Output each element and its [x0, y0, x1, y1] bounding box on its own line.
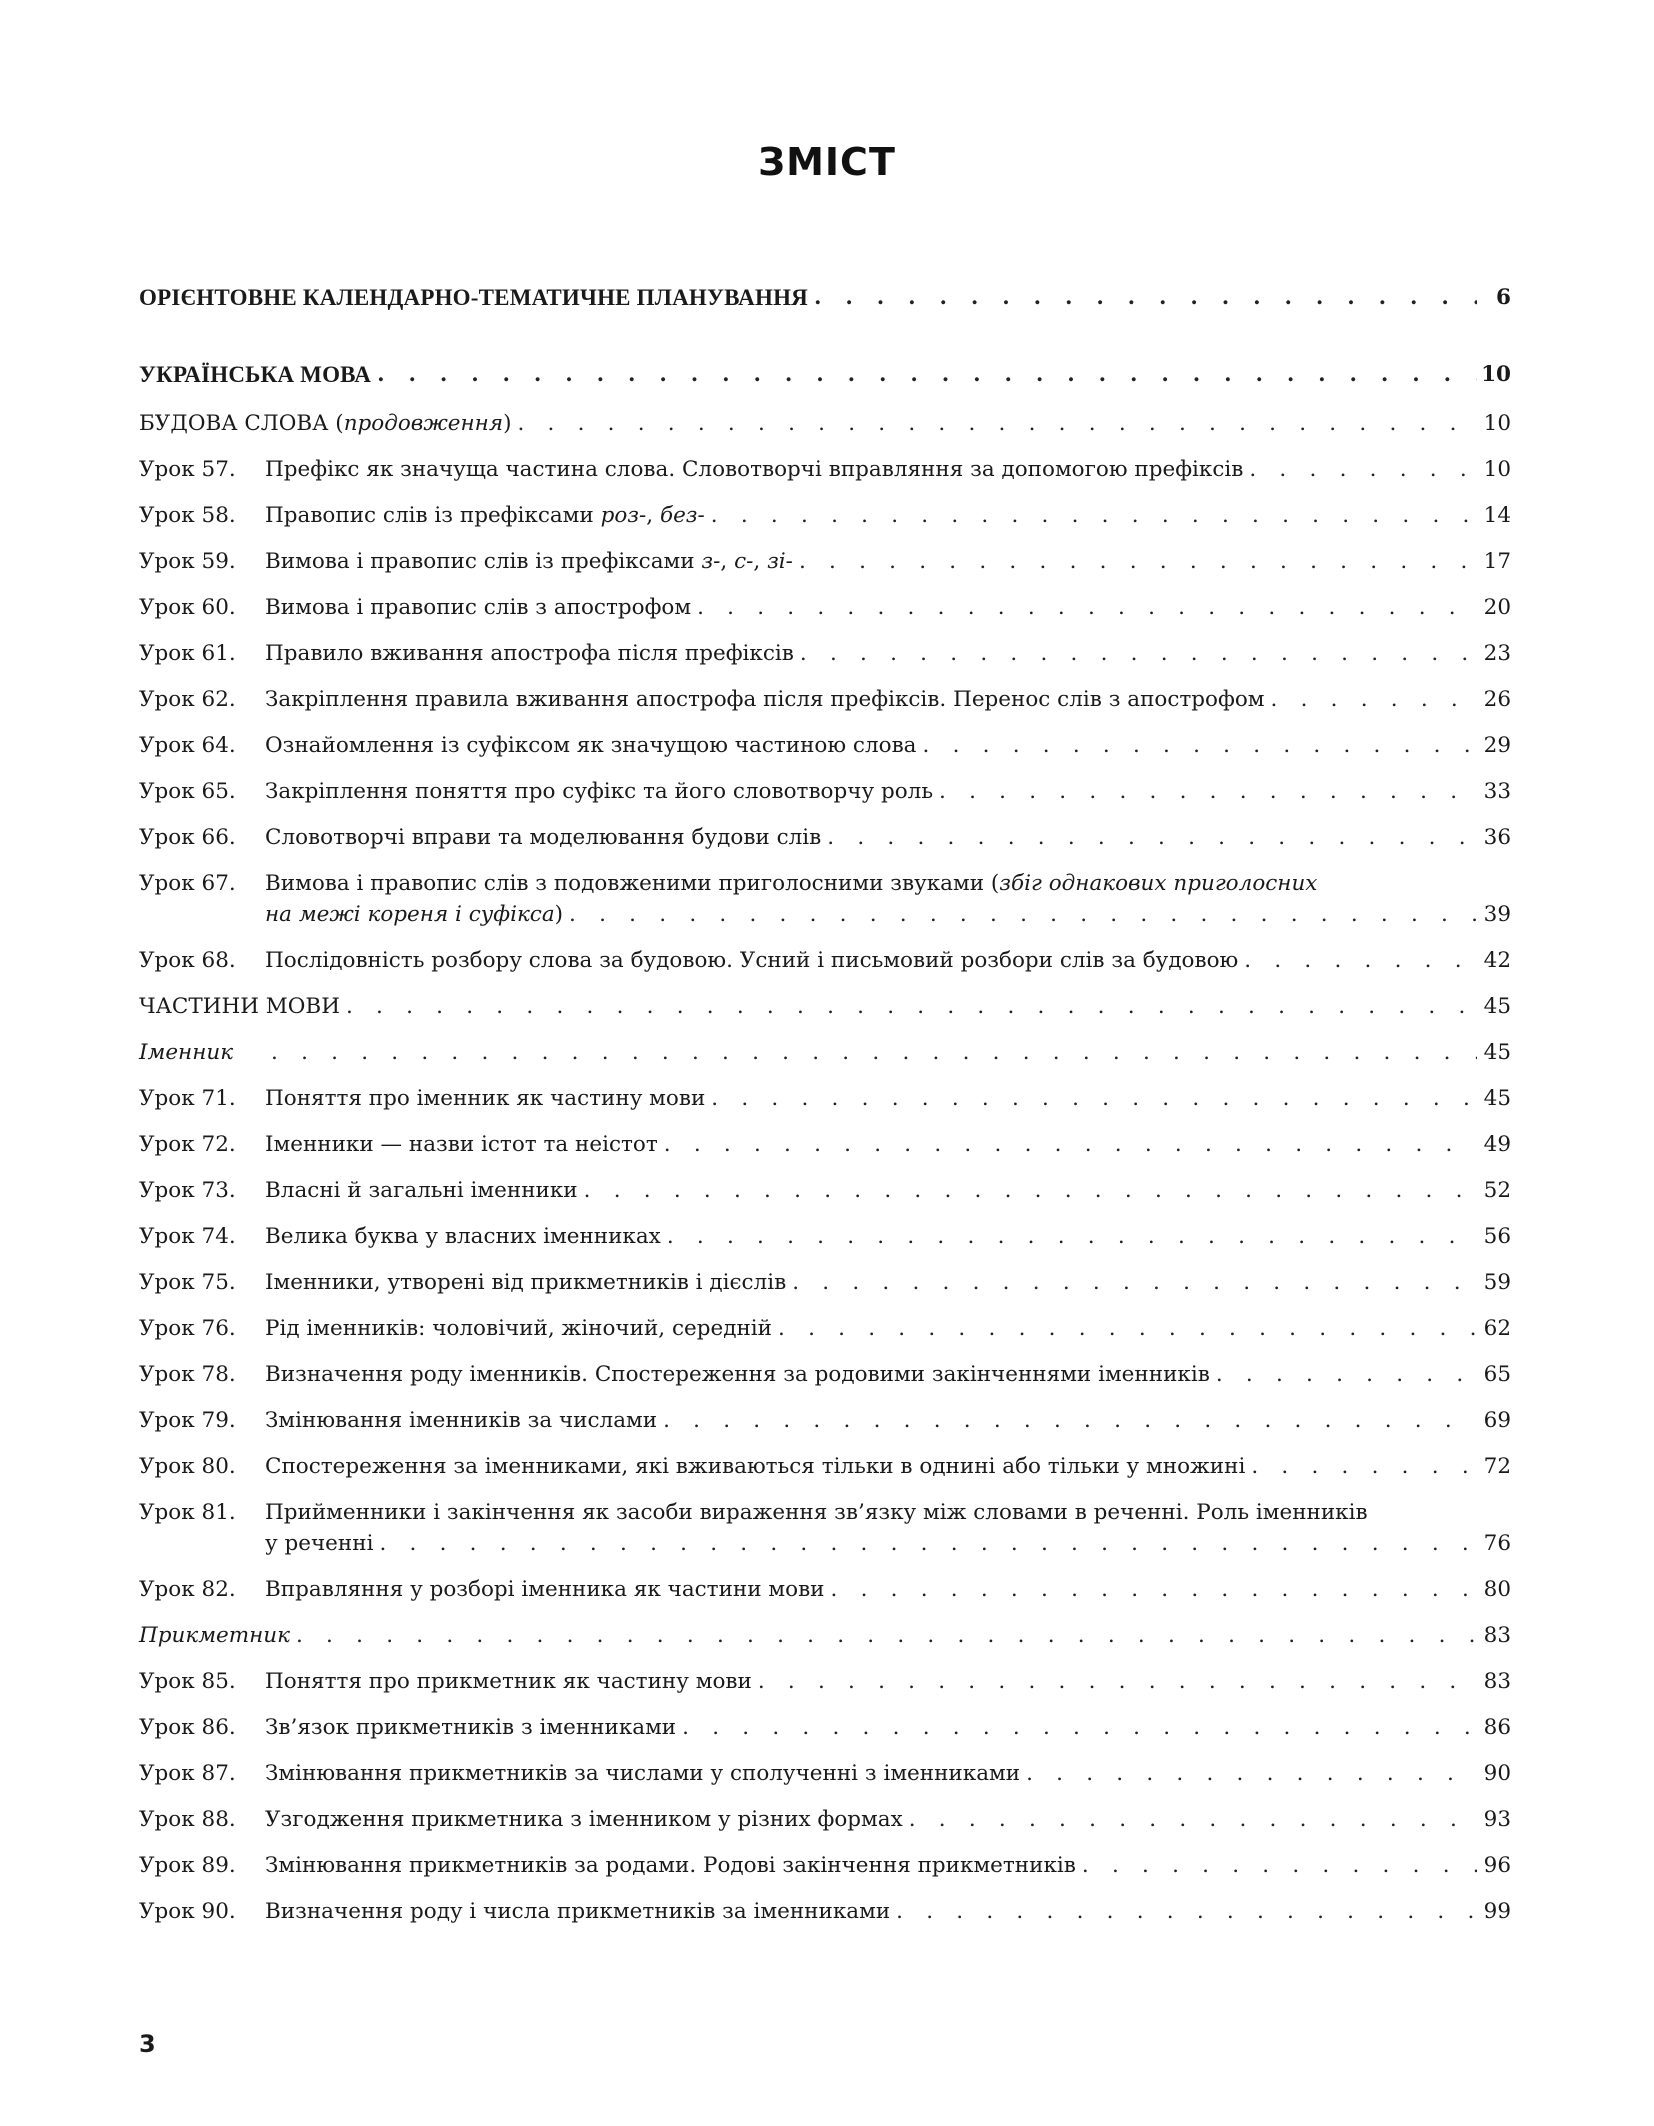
toc-entry-lesson-78	[139, 1359, 1511, 1390]
dot-leader	[917, 730, 1478, 761]
toc-entry-lesson-66	[139, 822, 1511, 853]
lesson-number: Урок 88.	[139, 1807, 236, 1832]
lesson-title: Словотворчі вправи та моделювання будови слів	[265, 825, 822, 850]
toc-page: 76	[1483, 1531, 1511, 1556]
lesson-title: Вимова і правопис слів з апострофом	[265, 595, 692, 620]
toc-label: Прикметник	[139, 1623, 290, 1648]
toc-page: 96	[1483, 1853, 1511, 1878]
lesson-title: Закріплення правила вживання апострофа після префіксів. Перенос слів з апострофом	[265, 687, 1265, 712]
toc-page: 90	[1483, 1761, 1511, 1786]
dot-leader	[1020, 1758, 1477, 1789]
toc-entry-lesson-62	[139, 684, 1511, 715]
dot-leader	[1243, 454, 1477, 485]
dot-leader	[793, 546, 1477, 577]
dot-leader	[290, 1620, 1477, 1651]
dot-leader	[772, 1313, 1477, 1344]
lesson-number: Урок 57.	[139, 457, 236, 482]
lesson-title: Визначення роду і числа прикметників за іменниками	[265, 1899, 891, 1924]
toc-entry-lesson-65	[139, 776, 1511, 807]
toc-page: 23	[1483, 641, 1511, 666]
dot-leader	[1210, 1359, 1477, 1390]
toc-page: 83	[1483, 1669, 1511, 1694]
dot-leader	[705, 500, 1477, 531]
toc-page: 10	[1483, 411, 1511, 436]
dot-leader	[1238, 945, 1477, 976]
toc-entry-lesson-59	[139, 546, 1511, 577]
toc-page: 45	[1483, 1086, 1511, 1111]
toc-entry-section-noun	[139, 1037, 1511, 1068]
toc-entry-lesson-90	[139, 1896, 1511, 1927]
dot-leader	[1245, 1451, 1477, 1482]
dot-leader	[661, 1221, 1477, 1252]
toc-label: Іменник	[139, 1040, 234, 1065]
lesson-number: Урок 86.	[139, 1715, 236, 1740]
lesson-number: Урок 73.	[139, 1178, 236, 1203]
toc-entry-planning	[139, 282, 1511, 313]
toc-entry-lesson-64	[139, 730, 1511, 761]
toc-entry-section-adjective	[139, 1620, 1511, 1651]
dot-leader	[825, 1574, 1477, 1605]
dot-leader	[705, 1083, 1477, 1114]
dot-leader	[691, 592, 1477, 623]
lesson-number: Урок 89.	[139, 1853, 236, 1878]
toc-entry-lesson-85	[139, 1666, 1511, 1697]
dot-leader	[890, 1896, 1477, 1927]
toc-page: 45	[1483, 1040, 1511, 1065]
toc-label: БУДОВА СЛОВА (продовження)	[139, 411, 512, 436]
toc-entry-chapter-word-structure	[139, 408, 1511, 439]
lesson-number: Урок 64.	[139, 733, 236, 758]
dot-leader	[808, 282, 1477, 313]
lesson-title: Ознайомлення із суфіксом як значущою частиною слова	[265, 733, 917, 758]
dot-leader	[752, 1666, 1477, 1697]
toc-page: 49	[1483, 1132, 1511, 1157]
toc-page: 10	[1483, 457, 1511, 482]
lesson-title: Змінювання прикметників за числами у сполученні з іменниками	[265, 1761, 1021, 1786]
toc-page: 14	[1483, 503, 1511, 528]
toc-page: 62	[1483, 1316, 1511, 1341]
dot-leader	[1265, 684, 1478, 715]
lesson-title: Вправляння у розборі іменника як частини мови	[265, 1577, 825, 1602]
lesson-title: Рід іменників: чоловічий, жіночий, середній	[265, 1316, 773, 1341]
dot-leader	[511, 408, 1477, 439]
toc-page: 80	[1483, 1577, 1511, 1602]
toc-entry-lesson-89	[139, 1850, 1511, 1881]
lesson-title: Закріплення поняття про суфікс та його словотворчу роль	[265, 779, 934, 804]
lesson-number: Урок 71.	[139, 1086, 236, 1111]
lesson-number: Урок 79.	[139, 1408, 236, 1433]
toc-entry-lesson-68	[139, 945, 1511, 976]
lesson-title: Префікс як значуща частина слова. Словотворчі вправляння за допомогою префіксів	[265, 457, 1244, 482]
toc-entry-lesson-79	[139, 1405, 1511, 1436]
lesson-title: Вимова і правопис слів із префіксами з-, с-, зі-	[265, 549, 793, 574]
table-of-contents	[139, 282, 1511, 1942]
toc-page: 65	[1483, 1362, 1511, 1387]
toc-label: ЧАСТИНИ МОВИ	[139, 994, 340, 1019]
lesson-title: Правило вживання апострофа після префіксів	[265, 641, 794, 666]
toc-entry-lesson-75	[139, 1267, 1511, 1298]
page-number: 3	[139, 2030, 156, 2058]
toc-page: 56	[1483, 1224, 1511, 1249]
lesson-number: Урок 87.	[139, 1761, 236, 1786]
page-title: ЗМІСТ	[758, 140, 896, 184]
lesson-title: Послідовність розбору слова за будовою. Усний і письмовий розбори слів за будовою	[265, 948, 1239, 973]
toc-label: УКРАЇНСЬКА МОВА	[139, 362, 372, 387]
lesson-number: Урок 67.	[139, 871, 236, 896]
toc-entry-lesson-71	[139, 1083, 1511, 1114]
toc-entry-lesson-73	[139, 1175, 1511, 1206]
dot-leader	[676, 1712, 1477, 1743]
toc-page: 39	[1483, 902, 1511, 927]
lesson-number: Урок 75.	[139, 1270, 236, 1295]
lesson-number: Урок 74.	[139, 1224, 236, 1249]
toc-page: 6	[1496, 285, 1511, 310]
dot-leader	[658, 1129, 1477, 1160]
lesson-title: Узгодження прикметника з іменником у різних формах	[265, 1807, 903, 1832]
toc-page: 52	[1483, 1178, 1511, 1203]
toc-page: 83	[1483, 1623, 1511, 1648]
lesson-number: Урок 82.	[139, 1577, 236, 1602]
toc-page: 45	[1483, 994, 1511, 1019]
toc-page: 99	[1483, 1899, 1511, 1924]
lesson-number: Урок 76.	[139, 1316, 236, 1341]
dot-leader	[265, 1037, 1477, 1068]
lesson-number: Урок 65.	[139, 779, 236, 804]
lesson-title: Правопис слів із префіксами роз-, без-	[265, 503, 705, 528]
dot-leader	[933, 776, 1477, 807]
lesson-title: Іменники, утворені від прикметників і дієслів	[265, 1270, 787, 1295]
lesson-title: Власні й загальні іменники	[265, 1178, 578, 1203]
toc-page: 42	[1483, 948, 1511, 973]
dot-leader	[794, 638, 1477, 669]
toc-page: 17	[1483, 549, 1511, 574]
dot-leader	[821, 822, 1477, 853]
lesson-number: Урок 58.	[139, 503, 236, 528]
lesson-number: Урок 72.	[139, 1132, 236, 1157]
toc-entry-lesson-86	[139, 1712, 1511, 1743]
lesson-number: Урок 85.	[139, 1669, 236, 1694]
toc-entry-lesson-87	[139, 1758, 1511, 1789]
lesson-title: Іменники — назви істот та неістот	[265, 1132, 658, 1157]
lesson-title: Вимова і правопис слів з подовженими приголосними звуками (збіг однакових приголосних на межі кореня і суфікса) . . .	[265, 868, 1477, 930]
lesson-title: Змінювання іменників за числами	[265, 1408, 658, 1433]
toc-entry-lesson-72	[139, 1129, 1511, 1160]
dot-leader	[903, 1804, 1477, 1835]
toc-label: ОРІЄНТОВНЕ КАЛЕНДАРНО-ТЕМАТИЧНЕ ПЛАНУВАННЯ	[139, 285, 808, 310]
toc-page: 10	[1481, 362, 1511, 387]
lesson-number: Урок 66.	[139, 825, 236, 850]
toc-entry-lesson-67	[139, 868, 1511, 930]
toc-page: 59	[1483, 1270, 1511, 1295]
toc-entry-lesson-61	[139, 638, 1511, 669]
dot-leader	[578, 1175, 1477, 1206]
toc-entry-chapter-parts-of-speech	[139, 991, 1511, 1022]
dot-leader	[657, 1405, 1477, 1436]
lesson-number: Урок 90.	[139, 1899, 236, 1924]
toc-page: 20	[1483, 595, 1511, 620]
toc-entry-lesson-82	[139, 1574, 1511, 1605]
lesson-number: Урок 81.	[139, 1500, 236, 1525]
toc-entry-lesson-88	[139, 1804, 1511, 1835]
toc-page: 29	[1483, 733, 1511, 758]
toc-entry-lesson-57	[139, 454, 1511, 485]
dot-leader	[1076, 1850, 1477, 1881]
dot-leader	[373, 1528, 1477, 1559]
lesson-number: Урок 60.	[139, 595, 236, 620]
lesson-title: Поняття про прикметник як частину мови	[265, 1669, 752, 1694]
toc-entry-lesson-76	[139, 1313, 1511, 1344]
lesson-number: Урок 78.	[139, 1362, 236, 1387]
lesson-number: Урок 68.	[139, 948, 236, 973]
lesson-title: Змінювання прикметників за родами. Родові закінчення прикметників	[265, 1853, 1076, 1878]
dot-leader	[371, 359, 1477, 390]
toc-page: 93	[1483, 1807, 1511, 1832]
toc-page: 26	[1483, 687, 1511, 712]
toc-entry-subject	[139, 359, 1511, 390]
lesson-title: Спостереження за іменниками, які вживаються тільки в однині або тільки у множині	[265, 1454, 1246, 1479]
toc-entry-lesson-80	[139, 1451, 1511, 1482]
toc-page: 69	[1483, 1408, 1511, 1433]
toc-page: 36	[1483, 825, 1511, 850]
lesson-number: Урок 61.	[139, 641, 236, 666]
dot-leader	[786, 1267, 1477, 1298]
lesson-title: Прийменники і закінчення як засоби вираження зв’язку між словами в реченні. Роль іменників у реченні . . .	[265, 1497, 1477, 1559]
lesson-number: Урок 59.	[139, 549, 236, 574]
toc-entry-lesson-60	[139, 592, 1511, 623]
dot-leader	[340, 991, 1477, 1022]
lesson-title: Поняття про іменник як частину мови	[265, 1086, 706, 1111]
toc-entry-lesson-74	[139, 1221, 1511, 1252]
lesson-number: Урок 62.	[139, 687, 236, 712]
dot-leader	[563, 899, 1477, 930]
toc-page: 33	[1483, 779, 1511, 804]
toc-page: 72	[1483, 1454, 1511, 1479]
lesson-number: Урок 80.	[139, 1454, 236, 1479]
toc-entry-lesson-58	[139, 500, 1511, 531]
toc-entry-lesson-81	[139, 1497, 1511, 1559]
lesson-title: Зв’язок прикметників з іменниками	[265, 1715, 677, 1740]
toc-page: 86	[1483, 1715, 1511, 1740]
lesson-title: Велика буква у власних іменниках	[265, 1224, 661, 1249]
lesson-title: Визначення роду іменників. Спостереження за родовими закінченнями іменників	[265, 1362, 1210, 1387]
